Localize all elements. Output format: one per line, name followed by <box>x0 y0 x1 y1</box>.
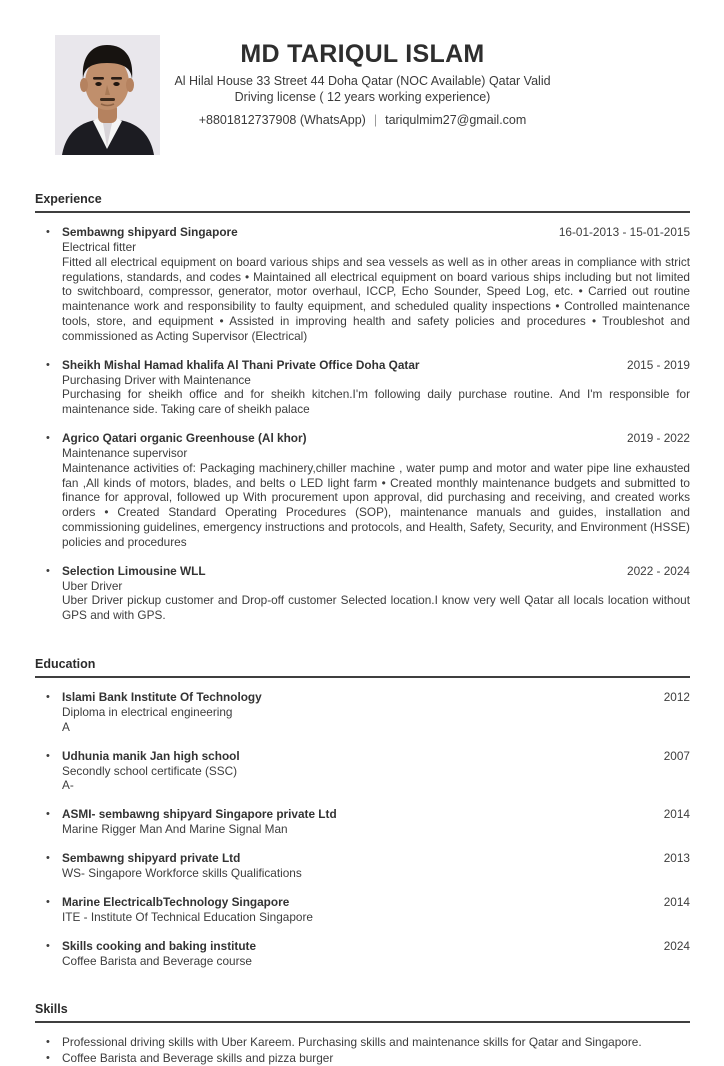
education-school: Islami Bank Institute Of Technology <box>62 689 262 704</box>
bullet-icon: • <box>46 564 50 577</box>
bullet-icon: • <box>46 808 50 821</box>
experience-role: Purchasing Driver with Maintenance <box>62 372 251 387</box>
experience-item <box>35 564 690 623</box>
education-school: Marine ElectricalbTechnology Singapore <box>62 894 290 909</box>
skills-section-title: Skills <box>35 1002 690 1023</box>
education-year: 2012 <box>663 689 690 704</box>
skill-text: Professional driving skills with Uber Kareem. Purchasing skills and maintenance skills for Qatar and Singapore. <box>62 1035 642 1050</box>
contact-separator: | <box>373 113 378 127</box>
bullet-icon: • <box>46 431 50 444</box>
education-year: 2014 <box>663 807 690 822</box>
education-item <box>35 895 690 925</box>
experience-role: Electrical fitter <box>62 240 137 254</box>
experience-description: Fitted all electrical equipment on board various ships and sea vessels as well as in other areas in compliance with strict regulations, standards, and codes • Maintained all electrical equipment on board various ships including but not limited to switchboard, compressor, generator, motor overhaul, ICCP, Echo Sounder, Speed Log, etc. • Carried out routine maintenance work and responsibility to faulty equipment, and scheduled quality inspections • Controlled maintenance tools, store, and equipment • Assisted in improving health and safety policies and procedures • Troubleshot and commissioned as Acting Supervisor (Electrical) <box>62 254 690 343</box>
profile-photo-image <box>55 35 160 155</box>
candidate-name: MD TARIQUL ISLAM <box>240 40 485 68</box>
experience-description: Purchasing for sheikh office and for sheikh kitchen.I'm following daily purchase routine. And I'm responsible for maintenance side. Taking care of sheikh palace <box>62 387 690 417</box>
resume-header <box>35 36 690 158</box>
bullet-icon: • <box>46 358 50 371</box>
experience-date: 2015 - 2019 <box>627 357 690 372</box>
education-year: 2014 <box>663 894 690 909</box>
education-school: Udhunia manik Jan high school <box>62 748 240 763</box>
education-item <box>35 749 690 794</box>
experience-section-title: Experience <box>35 192 690 213</box>
education-degree: Coffee Barista and Beverage course <box>62 953 252 968</box>
education-degree: Diploma in electrical engineering <box>62 704 233 719</box>
skill-text: Coffee Barista and Beverage skills and pizza burger <box>62 1050 334 1065</box>
experience-description: Uber Driver pickup customer and Drop-off customer Selected location.I know very well Qatar all locals location without GPS and with GPS. <box>62 593 690 623</box>
skill-item <box>35 1051 690 1066</box>
education-school: ASMI- sembawng shipyard Singapore private Ltd <box>62 807 337 822</box>
bullet-icon: • <box>46 749 50 762</box>
education-degree: WS- Singapore Workforce skills Qualifications <box>62 865 302 880</box>
email-address: tariqulmim27@gmail.com <box>385 113 527 127</box>
bullet-icon: • <box>46 939 50 952</box>
bullet-icon: • <box>46 226 50 238</box>
experience-role: Uber Driver <box>62 578 123 593</box>
education-grade: A <box>62 719 70 734</box>
education-school: Sembawng shipyard private Ltd <box>62 850 241 865</box>
experience-date: 16-01-2013 - 15-01-2015 <box>558 225 690 239</box>
bullet-icon: • <box>46 851 50 864</box>
experience-role: Maintenance supervisor <box>62 445 188 460</box>
experience-company: Agrico Qatari organic Greenhouse (Al khor) <box>62 430 307 445</box>
education-degree: Marine Rigger Man And Marine Signal Man <box>62 822 288 837</box>
experience-company: Selection Limousine WLL <box>62 563 206 578</box>
experience-company: Sheikh Mishal Hamad khalifa Al Thani Private Office Doha Qatar <box>62 357 420 372</box>
phone-number: +8801812737908 (WhatsApp) <box>198 113 366 127</box>
skill-item <box>35 1035 690 1050</box>
education-grade: A- <box>62 778 74 793</box>
address-line-2: Driving license ( 12 years working experience) <box>234 89 491 104</box>
education-school: Skills cooking and baking institute <box>62 938 257 953</box>
experience-date: 2019 - 2022 <box>627 430 690 445</box>
experience-description: Maintenance activities of: Packaging machinery,chiller machine , water pump and motor and water pipe line exhausted fan ,All kinds of motors, blades, and belts o LED light farm • Created monthly maintenance budgets and submitted to finance for approval, followed up With procurement upon approval, did purchasing and receiving, and created works orders • Created Standard Operating Procedures (SOP), maintenance manuals and guides, installation and commissioning guidelines, emergency instructions and protocols, and Health, Safety, Security, and Environment (HSSE) policies and procedures <box>62 460 690 549</box>
education-year: 2013 <box>663 850 690 865</box>
experience-item <box>35 431 690 550</box>
experience-company: Sembawng shipyard Singapore <box>62 225 238 239</box>
experience-date: 2022 - 2024 <box>627 563 690 578</box>
education-item <box>35 939 690 969</box>
bullet-icon: • <box>46 1051 50 1064</box>
address-line-1: Al Hilal House 33 Street 44 Doha Qatar (NOC Available) Qatar Valid <box>174 74 551 88</box>
education-item <box>35 690 690 735</box>
bullet-icon: • <box>46 690 50 703</box>
skills-section <box>35 1002 690 1065</box>
profile-photo <box>55 35 160 155</box>
education-degree: Secondly school certificate (SSC) <box>62 763 238 778</box>
education-item <box>35 851 690 881</box>
education-degree: ITE - Institute Of Technical Education Singapore <box>62 909 313 924</box>
education-year: 2024 <box>663 938 690 953</box>
education-item <box>35 807 690 837</box>
experience-item <box>35 358 690 417</box>
education-year: 2007 <box>663 748 690 763</box>
bullet-icon: • <box>46 895 50 908</box>
bullet-icon: • <box>46 1036 50 1049</box>
education-section-title: Education <box>35 657 690 678</box>
experience-item <box>35 225 690 344</box>
experience-section <box>35 192 690 623</box>
education-section <box>35 657 690 968</box>
